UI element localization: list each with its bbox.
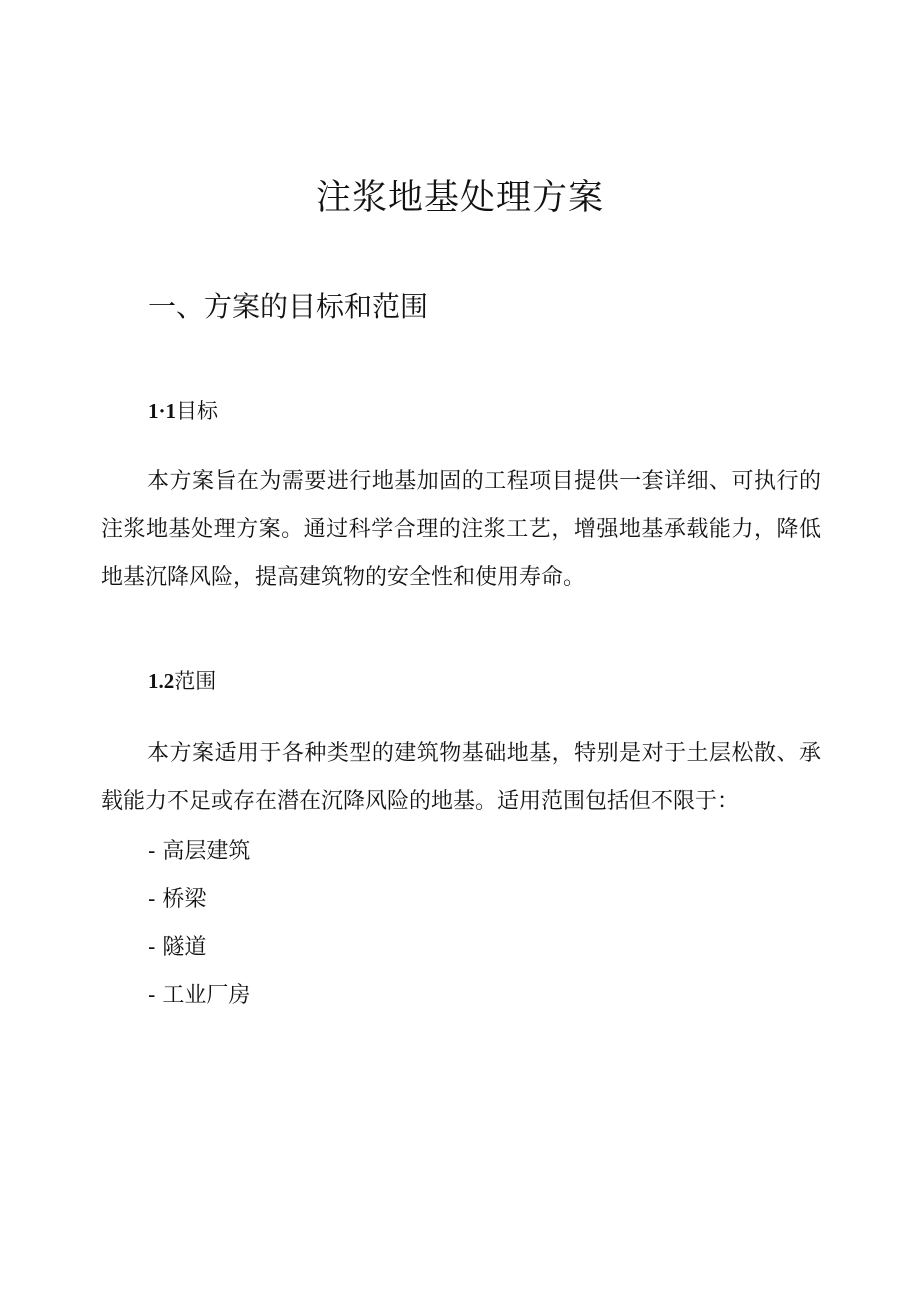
subheading-goal — [148, 395, 218, 427]
list-item: - 隧道 — [148, 935, 207, 960]
list-item: - 工业厂房 — [148, 983, 251, 1008]
subheading-scope-label: 范围 — [174, 669, 217, 693]
subheading-goal-label: 目标 — [176, 399, 219, 423]
document-title: 注浆地基处理方案 — [315, 178, 604, 218]
section-heading-goals-scope: 一、方案的目标和范围 — [148, 290, 429, 323]
goal-paragraph: 本方案旨在为需要进行地基加固的工程项目提供一套详细、可执行的注浆地基处理方案。通过科学合理的注浆工艺，增强地基承载能力，降低地基沉降风险，提高建筑物的安全性和使用寿命。 — [101, 469, 821, 590]
subheading-goal-number: 1·1 — [148, 399, 177, 423]
subheading-scope-number: 1.2 — [148, 669, 175, 693]
list-item: - 高层建筑 — [148, 839, 251, 864]
list-item: - 桥梁 — [148, 887, 207, 912]
subheading-scope — [148, 665, 216, 697]
scope-paragraph: 本方案适用于各种类型的建筑物基础地基，特别是对于土层松散、承载能力不足或存在潜在沉降风险的地基。适用范围包括但不限于： — [101, 741, 821, 814]
scope-list — [148, 828, 250, 1020]
